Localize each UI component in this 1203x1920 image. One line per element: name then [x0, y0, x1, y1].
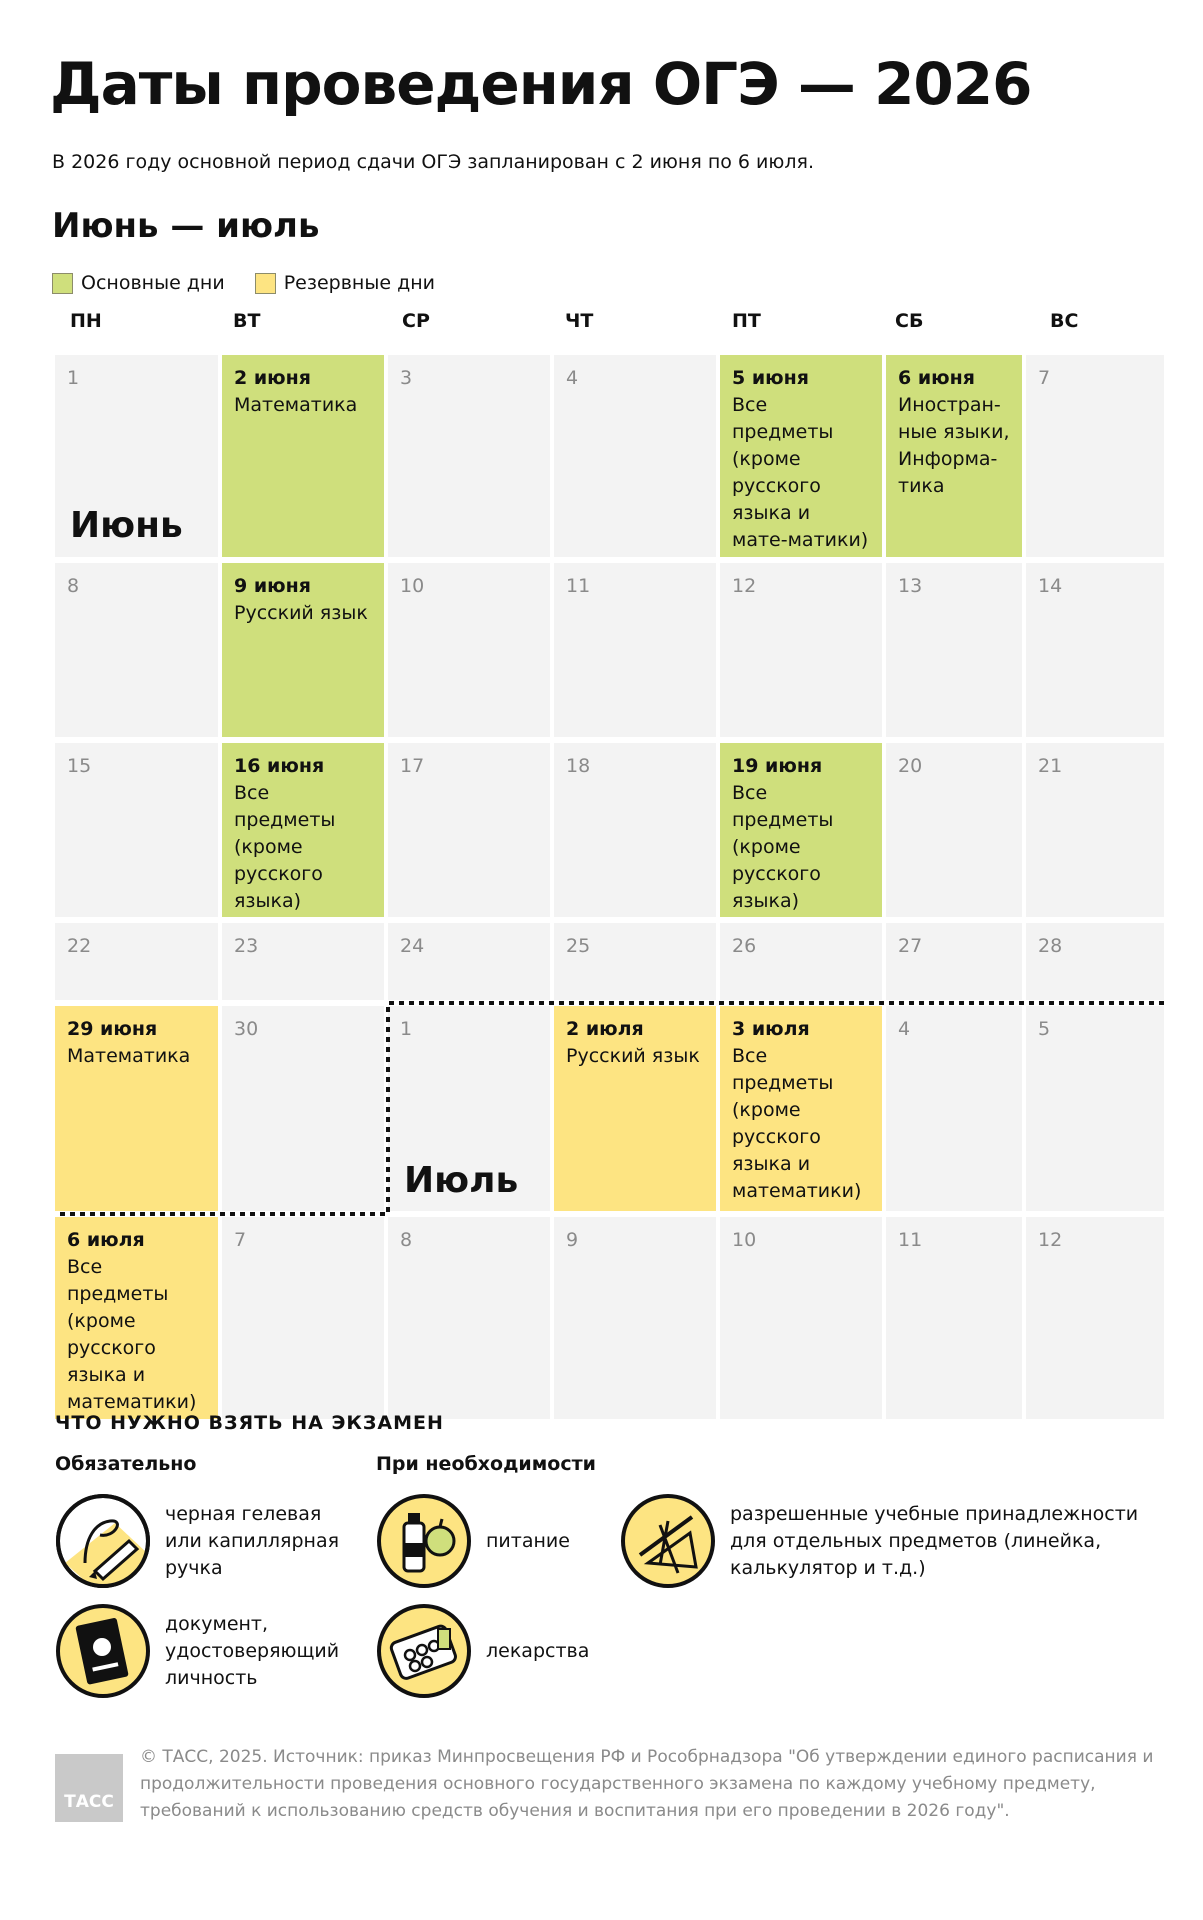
- day-number: 12: [1038, 1229, 1063, 1251]
- calendar-day-cell: [388, 563, 550, 737]
- item-food: [376, 1493, 606, 1589]
- calendar-day-cell: [1026, 1217, 1164, 1419]
- day-number: 23: [234, 935, 259, 957]
- calendar-day-cell: [55, 743, 218, 917]
- day-number: 11: [898, 1229, 923, 1251]
- tass-logo: ТАСС: [55, 1754, 123, 1822]
- exam-subject: Русский язык: [566, 1045, 700, 1067]
- calendar-day-cell: [554, 1217, 716, 1419]
- day-number: 4: [566, 367, 579, 389]
- item-food-label: питание: [486, 1529, 570, 1552]
- exam-day-cell: [720, 355, 882, 557]
- calendar-day-cell: [886, 923, 1022, 1000]
- exam-subject: Все предметы (кроме русского языка и математики): [67, 1256, 197, 1413]
- exam-date: 16 июня: [234, 755, 325, 777]
- calendar-day-cell: [720, 1217, 882, 1419]
- day-number: 28: [1038, 935, 1063, 957]
- day-number: 9: [566, 1229, 579, 1251]
- weekday-label: ВТ: [233, 310, 261, 332]
- day-number: 24: [400, 935, 425, 957]
- calendar-day-cell: [1026, 1006, 1164, 1211]
- stationery-icon: [620, 1493, 716, 1589]
- passport-icon: [55, 1603, 151, 1699]
- day-number: 18: [566, 755, 591, 777]
- weekday-label: СР: [402, 310, 430, 332]
- day-number: 4: [898, 1018, 911, 1040]
- calendar-day-cell: [554, 923, 716, 1000]
- month-label-june: Июнь: [70, 505, 183, 546]
- calendar-day-cell: [222, 923, 384, 1000]
- day-number: 8: [400, 1229, 413, 1251]
- day-number: 15: [67, 755, 92, 777]
- day-number: 14: [1038, 575, 1063, 597]
- day-number: 8: [67, 575, 80, 597]
- weekday-label: ВС: [1050, 310, 1079, 332]
- calendar-day-cell: [222, 1217, 384, 1419]
- exam-subject: Математика: [67, 1045, 191, 1067]
- item-passport-label: документ, удостоверяющий личность: [165, 1612, 340, 1689]
- calendar-day-cell: [1026, 923, 1164, 1000]
- day-number: 10: [732, 1229, 757, 1251]
- exam-date: 5 июня: [732, 367, 809, 389]
- exam-subject: Все предметы (кроме русского языка): [234, 782, 336, 912]
- day-number: 12: [732, 575, 757, 597]
- day-number: 7: [1038, 367, 1051, 389]
- day-number: 20: [898, 755, 923, 777]
- exam-subject: Иностран-ные языки, Информа-тика: [898, 394, 1010, 497]
- exam-day-cell: [55, 1006, 218, 1211]
- calendar-day-cell: [1026, 563, 1164, 737]
- exam-day-cell: [222, 743, 384, 917]
- weekday-label: ПН: [70, 310, 102, 332]
- item-passport: [55, 1603, 355, 1699]
- day-number: 21: [1038, 755, 1063, 777]
- exam-date: 19 июня: [732, 755, 823, 777]
- calendar-day-cell: [388, 355, 550, 557]
- day-number: 7: [234, 1229, 247, 1251]
- exam-date: 6 июня: [898, 367, 975, 389]
- calendar-day-cell: [554, 563, 716, 737]
- exam-day-cell: [222, 563, 384, 737]
- exam-subject: Все предметы (кроме русского языка и математики): [732, 1045, 862, 1202]
- calendar-day-cell: [55, 563, 218, 737]
- footer-source: © ТАСС, 2025. Источник: приказ Минпросвещения РФ и Рособрнадзора "Об утверждении единого расписания и продолжительности проведения основного государственного экзамена по каждому учебному предмету, требований к использованию средств обучения и воспитания при его проведении в 2026 году".: [140, 1747, 1154, 1821]
- weekday-label: ЧТ: [565, 310, 594, 332]
- calendar-day-cell: [1026, 743, 1164, 917]
- calendar-day-cell: [388, 743, 550, 917]
- pen-icon: [55, 1493, 151, 1589]
- medicine-icon: [376, 1603, 472, 1699]
- page-title: Даты проведения ОГЭ — 2026: [50, 50, 1032, 118]
- weekday-label: ПТ: [732, 310, 761, 332]
- exam-day-cell: [720, 743, 882, 917]
- item-pen: [55, 1493, 355, 1589]
- exam-date: 6 июля: [67, 1229, 145, 1251]
- exam-subject: Русский язык: [234, 602, 368, 624]
- exam-date: 2 июня: [234, 367, 311, 389]
- calendar-day-cell: [222, 1006, 384, 1211]
- exam-date: 2 июля: [566, 1018, 644, 1040]
- what-to-bring-heading: ЧТО НУЖНО ВЗЯТЬ НА ЭКЗАМЕН: [55, 1412, 444, 1434]
- day-number: 13: [898, 575, 923, 597]
- exam-day-cell: [886, 355, 1022, 557]
- legend-label-reserve: Резервные дни: [283, 272, 435, 294]
- day-number: 25: [566, 935, 591, 957]
- calendar-day-cell: [720, 923, 882, 1000]
- exam-date: 9 июня: [234, 575, 311, 597]
- calendar-day-cell: [554, 355, 716, 557]
- exam-day-cell: [720, 1006, 882, 1211]
- exam-subject: Математика: [234, 394, 358, 416]
- item-medicine: [376, 1603, 606, 1699]
- calendar-day-cell: [1026, 355, 1164, 557]
- subtitle: В 2026 году основной период сдачи ОГЭ запланирован с 2 июня по 6 июля.: [52, 151, 814, 173]
- calendar-day-cell: [388, 1217, 550, 1419]
- legend-label-main: Основные дни: [81, 272, 225, 294]
- day-number: 27: [898, 935, 923, 957]
- day-number: 30: [234, 1018, 259, 1040]
- calendar-day-cell: [886, 1006, 1022, 1211]
- calendar-day-cell: [554, 743, 716, 917]
- item-pen-label: черная гелевая или капиллярная ручка: [165, 1502, 340, 1579]
- exam-day-cell: [554, 1006, 716, 1211]
- calendar-day-cell: [886, 1217, 1022, 1419]
- day-number: 22: [67, 935, 92, 957]
- calendar-day-cell: [886, 743, 1022, 917]
- day-number: 17: [400, 755, 425, 777]
- calendar-day-cell: [388, 923, 550, 1000]
- calendar-day-cell: [720, 563, 882, 737]
- period-heading: Июнь — июль: [52, 206, 320, 246]
- item-stationery: [620, 1493, 1180, 1589]
- day-number: 1: [400, 1018, 413, 1040]
- day-number: 1: [67, 367, 80, 389]
- day-number: 5: [1038, 1018, 1051, 1040]
- optional-heading: При необходимости: [376, 1453, 596, 1475]
- exam-day-cell: [222, 355, 384, 557]
- required-heading: Обязательно: [55, 1453, 197, 1475]
- month-label-july: Июль: [404, 1160, 519, 1201]
- exam-date: 3 июля: [732, 1018, 810, 1040]
- day-number: 26: [732, 935, 757, 957]
- exam-date: 29 июня: [67, 1018, 158, 1040]
- food-icon: [376, 1493, 472, 1589]
- item-stationery-label: разрешенные учебные принадлежности для отдельных предметов (линейка, калькулятор и т.д.): [730, 1502, 1139, 1579]
- exam-subject: Все предметы (кроме русского языка): [732, 782, 834, 912]
- exam-subject: Все предметы (кроме русского языка и мате-матики): [732, 394, 869, 551]
- item-medicine-label: лекарства: [486, 1639, 590, 1662]
- day-number: 10: [400, 575, 425, 597]
- day-number: 11: [566, 575, 591, 597]
- day-number: 3: [400, 367, 413, 389]
- calendar-day-cell: [886, 563, 1022, 737]
- exam-day-cell: [55, 1217, 218, 1419]
- weekday-label: СБ: [895, 310, 924, 332]
- calendar-day-cell: [55, 923, 218, 1000]
